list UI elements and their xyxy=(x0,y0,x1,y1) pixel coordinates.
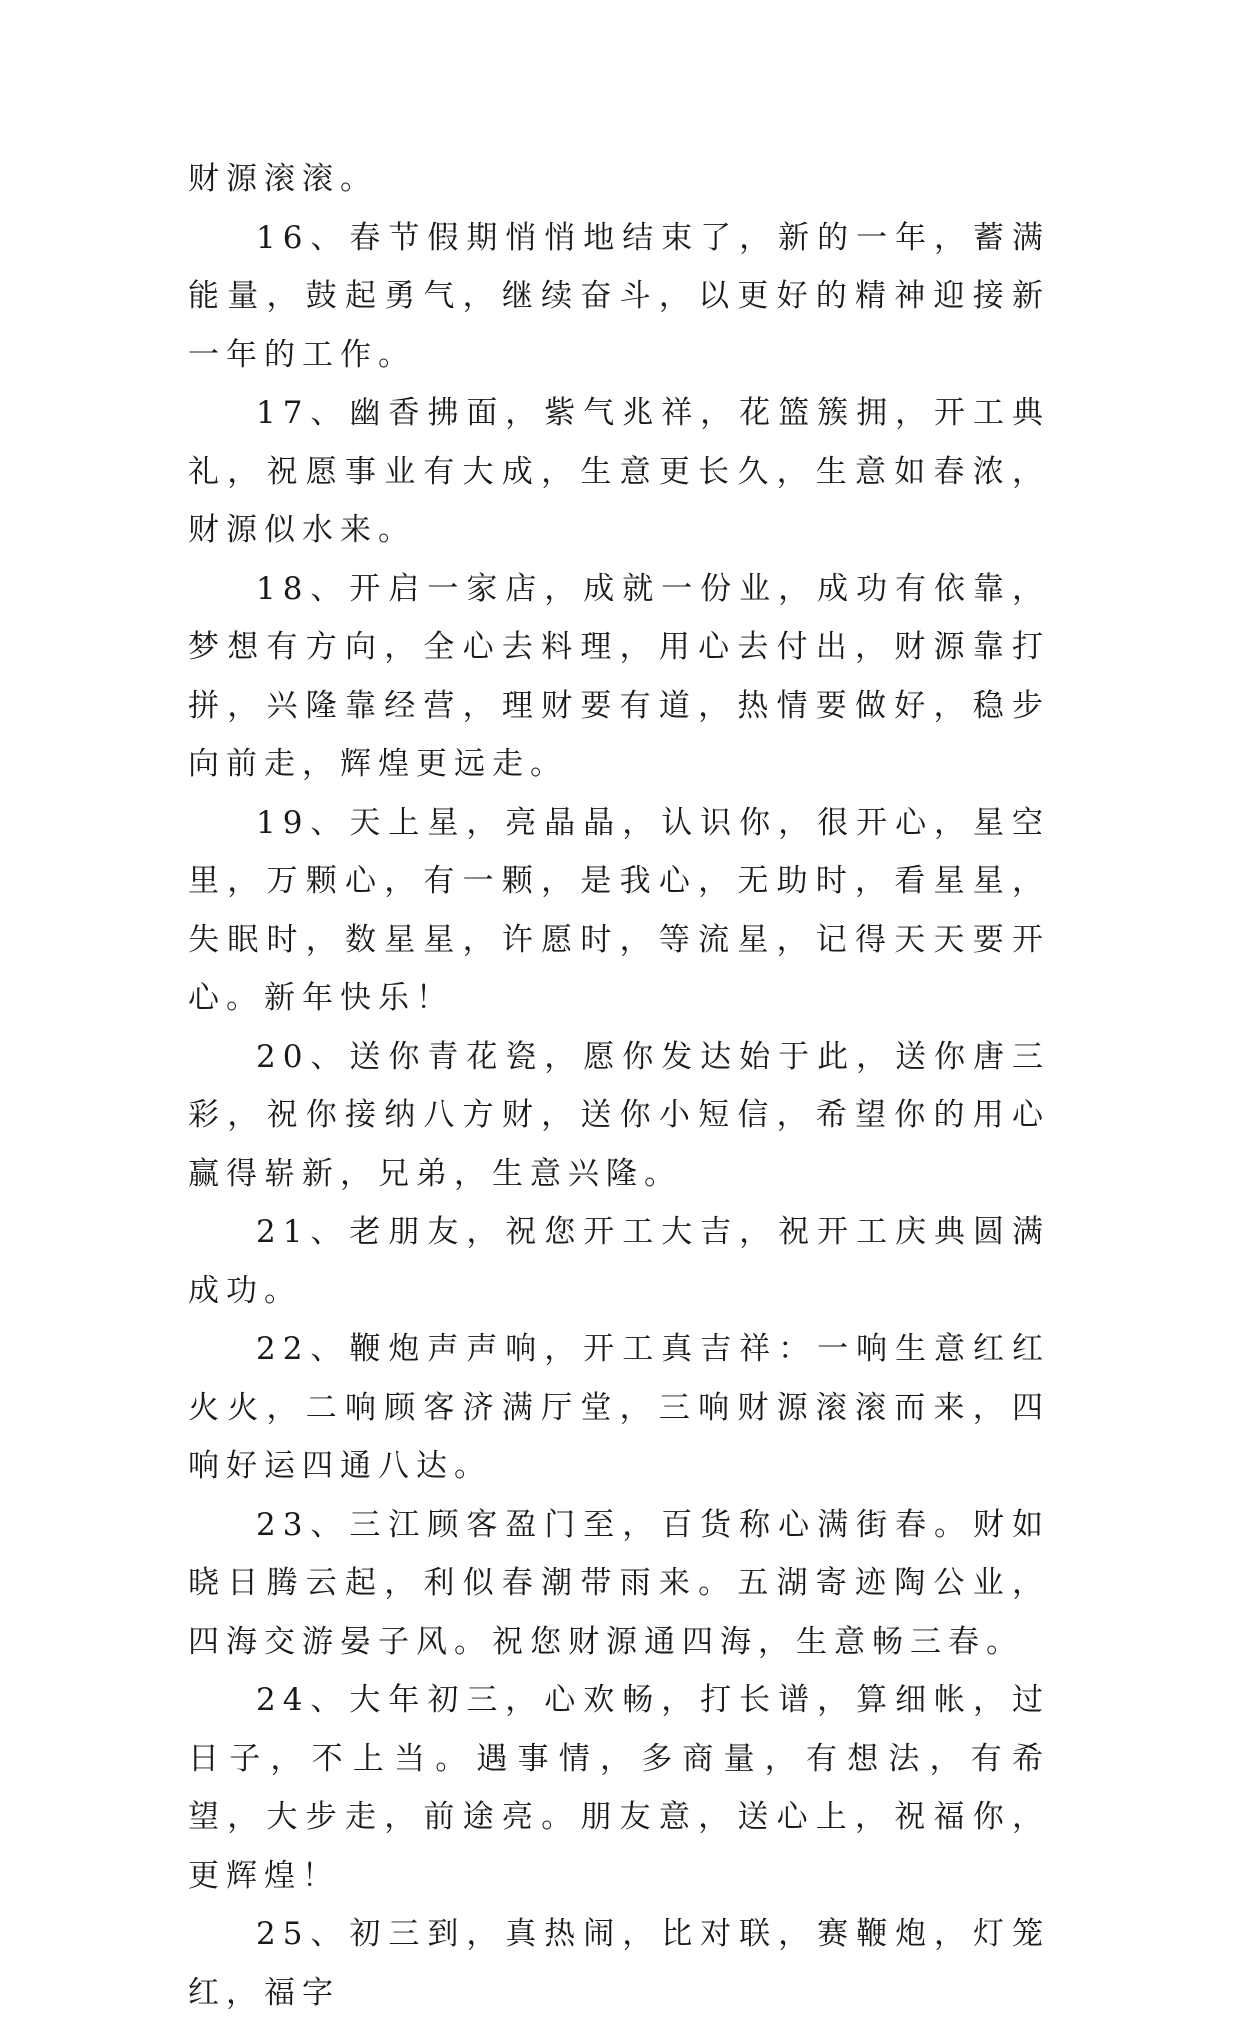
paragraph-item-24: 24、大年初三，心欢畅，打长谱，算细帐，过日子，不上当。遇事情，多商量，有想法，有希望，大步走，前途亮。朋友意，送心上，祝福你，更辉煌！ xyxy=(188,1682,1050,1894)
paragraph-item-18: 18、开启一家店，成就一份业，成功有依靠，梦想有方向，全心去料理，用心去付出，财源靠打拼，兴隆靠经营，理财要有道，热情要做好，稳步向前走，辉煌更远走。 xyxy=(188,570,1050,782)
paragraph-item-20: 20、送你青花瓷，愿你发达始于此，送你唐三彩，祝你接纳八方财，送你小短信，希望你的用心赢得崭新，兄弟，生意兴隆。 xyxy=(188,1038,1050,1192)
paragraph-continuation: 财源滚滚。 xyxy=(188,161,378,197)
paragraph-item-19: 19、天上星，亮晶晶，认识你，很开心，星空里，万颗心，有一颗，是我心，无助时，看星星，失眠时，数星星，许愿时，等流星，记得天天要开心。新年快乐！ xyxy=(188,804,1050,1016)
paragraph-item-22: 22、鞭炮声声响，开工真吉祥：一响生意红红火火，二响顾客济满厅堂，三响财源滚滚而来，四响好运四通八达。 xyxy=(188,1331,1050,1484)
paragraph-item-23: 23、三江顾客盈门至，百货称心满街春。财如晓日腾云起，利似春潮带雨来。五湖寄迹陶公业，四海交游晏子风。祝您财源通四海，生意畅三春。 xyxy=(188,1506,1050,1660)
document-body xyxy=(188,150,1050,2022)
paragraph-item-17: 17、幽香拂面，紫气兆祥，花篮簇拥，开工典礼，祝愿事业有大成，生意更长久，生意如春浓，财源似水来。 xyxy=(188,395,1050,548)
paragraph-item-25: 25、初三到，真热闹，比对联，赛鞭炮，灯笼红，福字 xyxy=(188,1916,1050,2011)
paragraph-item-16: 16、春节假期悄悄地结束了，新的一年，蓄满能量，鼓起勇气，继续奋斗，以更好的精神迎接新一年的工作。 xyxy=(188,219,1050,373)
paragraph-item-21: 21、老朋友，祝您开工大吉，祝开工庆典圆满成功。 xyxy=(188,1214,1050,1309)
